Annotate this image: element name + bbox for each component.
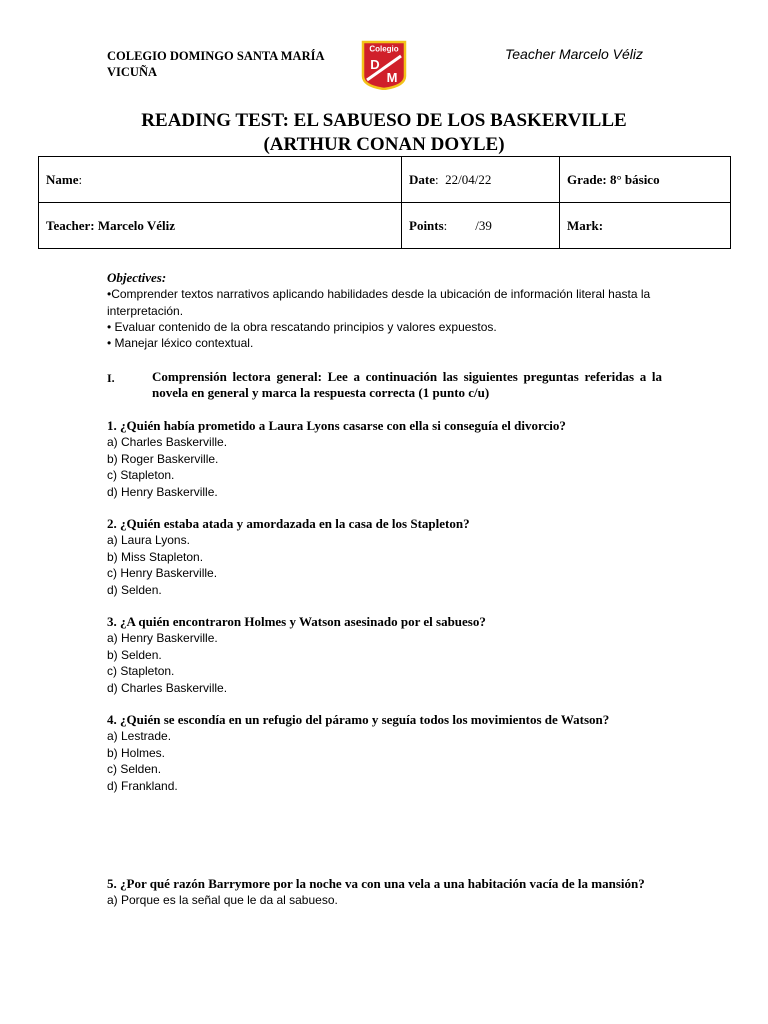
student-info-table (38, 156, 731, 249)
section-number: I. (107, 371, 115, 385)
school-name (107, 48, 337, 80)
answer-option[interactable]: b) Miss Stapleton. (107, 549, 204, 564)
objective-item: • Manejar léxico contextual. (107, 336, 254, 351)
logo-word: Colegio (369, 44, 399, 54)
teacher-header: Teacher Marcelo Véliz (505, 46, 643, 62)
date-cell: Date: 22/04/22 (402, 157, 560, 203)
grade-label: Grade: 8° básico (567, 171, 660, 187)
answer-option[interactable]: d) Selden. (107, 582, 162, 597)
question-5 (107, 876, 662, 909)
name-label: Name (46, 171, 79, 187)
objective-item: • Evaluar contenido de la obra rescatando principios y valores expuestos. (107, 319, 497, 334)
school-name-line1: COLEGIO DOMINGO SANTA MARÍA (107, 49, 325, 63)
teacher-cell (39, 203, 402, 249)
question-3 (107, 614, 662, 696)
question-4 (107, 712, 662, 794)
mark-label: Mark: (567, 217, 604, 233)
points-value: /39 (475, 217, 492, 233)
answer-option[interactable]: d) Frankland. (107, 778, 178, 793)
question-text: 4. ¿Quién se escondía en un refugio del páramo y seguía todos los movimientos de Watson? (107, 712, 610, 727)
answer-option[interactable]: b) Selden. (107, 647, 162, 662)
mark-cell[interactable] (560, 203, 731, 249)
question-1 (107, 418, 662, 500)
answer-option[interactable]: d) Henry Baskerville. (107, 484, 218, 499)
logo-letter-m: M (386, 70, 398, 85)
answer-option[interactable]: a) Laura Lyons. (107, 533, 190, 548)
section-instructions: Comprensión lectora general: Lee a continuación las siguientes preguntas referidas a la novela en general y marca la respuesta correcta (1 punto c/u) (152, 369, 662, 401)
test-subtitle: (ARTHUR CONAN DOYLE) (263, 134, 505, 155)
points-label: Points (409, 217, 444, 233)
objectives-title: Objectives: (107, 270, 167, 285)
answer-option[interactable]: a) Henry Baskerville. (107, 631, 218, 646)
objective-item: •Comprender textos narrativos aplicando habilidades desde la ubicación de información literal hasta la interpretación. (107, 287, 651, 318)
school-name-line2: VICUÑA (107, 65, 157, 79)
objectives (107, 270, 667, 351)
answer-option[interactable]: c) Stapleton. (107, 468, 175, 483)
question-text: 2. ¿Quién estaba atada y amordazada en la casa de los Stapleton? (107, 516, 470, 531)
answer-option[interactable]: a) Charles Baskerville. (107, 435, 228, 450)
answer-option[interactable]: c) Stapleton. (107, 664, 175, 679)
question-text: 5. ¿Por qué razón Barrymore por la noche va con una vela a una habitación vacía de la mansión? (107, 876, 645, 891)
grade-cell (560, 157, 731, 203)
answer-option[interactable]: b) Holmes. (107, 745, 166, 760)
school-logo-icon (361, 40, 407, 90)
test-title: READING TEST: EL SABUESO DE LOS BASKERVILLE (141, 110, 627, 131)
answer-option[interactable]: d) Charles Baskerville. (107, 680, 228, 695)
answer-option[interactable]: c) Selden. (107, 762, 162, 777)
answer-option[interactable]: b) Roger Baskerville. (107, 451, 219, 466)
question-text: 3. ¿A quién encontraron Holmes y Watson asesinado por el sabueso? (107, 614, 486, 629)
question-2 (107, 516, 662, 598)
points-cell[interactable]: Points: /39 (402, 203, 560, 249)
answer-option[interactable]: a) Lestrade. (107, 729, 172, 744)
question-text: 1. ¿Quién había prometido a Laura Lyons casarse con ella si conseguía el divorcio? (107, 418, 566, 433)
answer-option[interactable]: a) Porque es la señal que le da al sabueso. (107, 893, 338, 908)
logo-letter-d: D (370, 57, 380, 72)
answer-option[interactable]: c) Henry Baskerville. (107, 566, 218, 581)
teacher-label: Teacher: Marcelo Véliz (46, 217, 175, 233)
name-cell[interactable]: Name: (39, 157, 402, 203)
date-label: Date (409, 171, 435, 187)
date-value: 22/04/22 (445, 171, 492, 187)
